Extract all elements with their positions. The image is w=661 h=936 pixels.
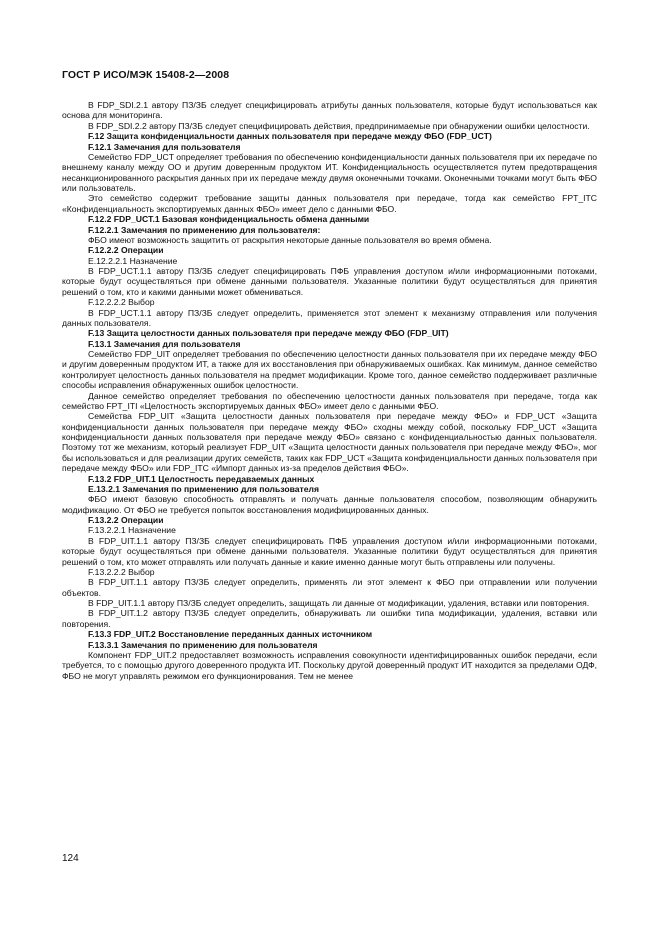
section-heading: F.13.1 Замечания для пользователя xyxy=(88,338,241,349)
paragraph: Семейство FDP_UIT определяет требования по обеспечению целостности данных пользователя при их передаче между ФБО и другим доверенным продуктом ИТ, а также для их восстановления при обнаруживаемых ошибках. Как минимум, данное семейство контролирует целостность данных пользователя на предмет модификации. Кроме того, данное семейство поддерживает различные способы исправления обнаруженных ошибок целостности. xyxy=(62,349,597,391)
paragraph: В FDP_UIT.1.1 автору ПЗ/ЗБ следует определить, защищать ли данные от модификации, удаления, вставки или повторения. xyxy=(88,598,590,608)
paragraph: Е.12.2.2.1 Назначение xyxy=(88,255,178,266)
paragraph: F.13.2.2.1 Назначение xyxy=(88,525,176,536)
body-text xyxy=(62,100,597,681)
section-heading: F.13 Защита целостности данных пользователя при передаче между ФБО (FDP_UIT) xyxy=(88,328,449,339)
section-heading: F.13.3 FDP_UIT.2 Восстановление переданных данных источником xyxy=(88,629,373,640)
paragraph: В FDP_SDI.2.2 автору ПЗ/ЗБ следует специфицировать действия, предпринимаемые при обнаружении ошибки целостности. xyxy=(88,120,590,131)
paragraph: В FDP_UCT.1.1 автору ПЗ/ЗБ следует определить, применяется этот элемент к механизму отправления или получения данных пользователя. xyxy=(62,307,597,328)
section-heading: F.12.1 Замечания для пользователя xyxy=(88,141,241,152)
paragraph: ФБО имеют возможность защитить от раскрытия некоторые данные пользователя во время обмена. xyxy=(88,234,492,245)
paragraph: Данное семейство определяет требования по обеспечению целостности данных пользователя при передаче, тогда как семейство FPT_ITI «Целостность экспортируемых данных ФБО» имеет дело с данными ФБО. xyxy=(62,390,597,411)
section-heading: F.12.2.2 Операции xyxy=(88,245,164,256)
section-heading: F.12.2.1 Замечания по применению для пользователя: xyxy=(88,224,321,235)
section-heading: F.12.2 FDP_UCT.1 Базовая конфиденциальность обмена данными xyxy=(88,214,370,225)
paragraph: F.12.2.2.2 Выбор xyxy=(88,297,155,308)
paragraph: Семейство FDP_UCT определяет требования по обеспечению конфиденциальности данных пользователя при их передаче по внешнему каналу между ОО и другим доверенным продуктом ИТ. Конфиденциальность осуществляется путем предотвращения несанкционированного раскрытия данных при их передаче между двумя оконечными точками. Оконечными точками могут быть ФБО или пользователь. xyxy=(62,151,597,193)
paragraph: ФБО имеют базовую способность отправлять и получать данные пользователя способом, позволяющим обнаружить модификацию. От ФБО не требуется попыток восстановления модифицированных данных. xyxy=(62,494,597,515)
paragraph: В FDP_UIT.1.1 автору ПЗ/ЗБ следует определить, применять ли этот элемент к ФБО при отправлении или получении объектов. xyxy=(62,577,597,598)
paragraph: В FDP_SDI.2.1 автору ПЗ/ЗБ следует специфицировать атрибуты данных пользователя, которые будут использоваться как основа для мониторинга. xyxy=(62,100,597,121)
paragraph: Это семейство содержит требование защиты данных пользователя при передаче, тогда как семейство FPT_ITC «Конфиденциальность экспортируемых данных ФБО» имеет дело с данными ФБО. xyxy=(62,193,597,214)
section-heading: F.12 Защита конфиденциальности данных пользователя при передаче между ФБО (FDP_UCT) xyxy=(88,131,492,142)
paragraph: В FDP_UCT.1.1 автору ПЗ/ЗБ следует специфицировать ПФБ управления доступом и/или информационными потоками, которые будут осуществляться при обмене данными пользователя. Указанные политики будут осуществляться для принятия решений о том, кто и какими данными может обмениваться. xyxy=(62,266,597,297)
section-heading: F.13.2 FDP_UIT.1 Целостность передаваемых данных xyxy=(88,473,315,484)
section-heading: F.13.3.1 Замечания по применению для пользователя xyxy=(88,639,318,650)
paragraph: В FDP_UIT.1.2 автору ПЗ/ЗБ следует определить, обнаруживать ли ошибки типа модификации, удаления, вставки или повторения. xyxy=(62,608,597,629)
paragraph: F.13.2.2.2 Выбор xyxy=(88,566,155,577)
paragraph: В FDP_UIT.1.1 автору ПЗ/ЗБ следует специфицировать ПФБ управления доступом и/или информационными потоками, которые будут осуществляться при обмене данными пользователя. Указанные политики будут осуществляться для принятия решений о том, кто может отправлять или получать данные и какие именно данные могут быть отправлены или получены. xyxy=(62,535,597,567)
paragraph: Компонент FDP_UIT.2 предоставляет возможность исправления совокупности идентифицированных ошибок передачи, если требуется, то с помощью другого доверенного продукта ИТ. Поскольку другой доверенный продукт ИТ находится за пределами ОДФ, ФБО не могут управлять режимом его функционирования. Тем не менее xyxy=(62,649,597,681)
section-heading: F.13.2.2 Операции xyxy=(88,515,164,525)
paragraph: Семейства FDP_UIT «Защита целостности данных пользователя при передаче между ФБО» и FDP_UCT «Защита конфиденциальности данных пользователя при передаче между ФБО» сходны между собой, поскольку FDP_UCT «Защита конфиденциальности данных пользователя при передаче между ФБО» связано с конфиденциальностью данных пользователя. Поэтому тот же механизм, который реализует FDP_UIT «Защита целостности данных пользователя при передаче между ФБО», мог бы использоваться и для реализации других семейств, таких как FDP_UCT «Защита конфиденциальности данных пользователя при передаче между ФБО» или FDP_ITC «Импорт данных из-за пределов действия ФБО». xyxy=(62,411,597,474)
page-number: 124 xyxy=(62,853,79,864)
section-heading: Е.13.2.1 Замечания по применению для пользователя xyxy=(88,483,319,494)
document-title: ГОСТ Р ИСО/МЭК 15408-2—2008 xyxy=(62,69,230,81)
